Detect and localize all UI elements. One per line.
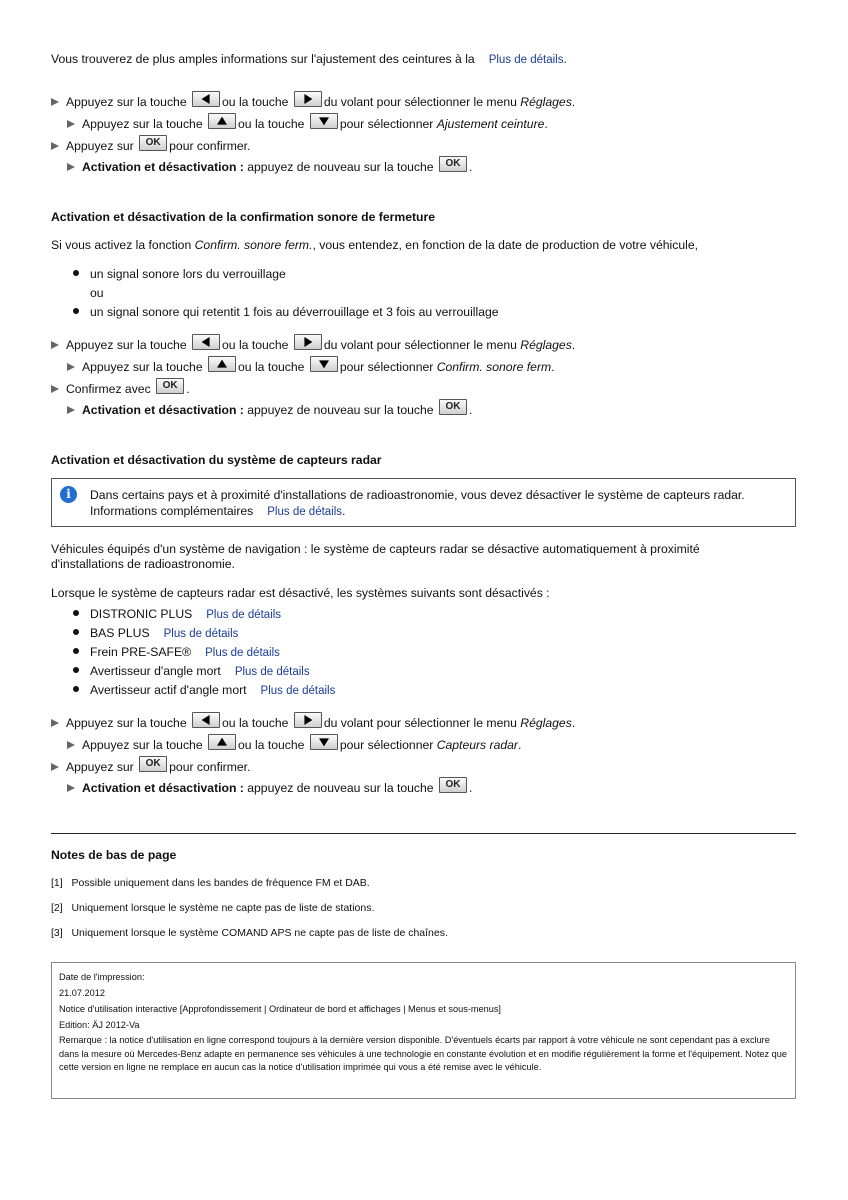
para-text: Si vous activez la fonction <box>51 238 192 252</box>
info-text: Informations complémentaires <box>90 504 254 518</box>
left-arrow-key[interactable] <box>192 334 220 350</box>
step-confirm <box>51 135 250 154</box>
step-arrow-icon <box>67 741 75 749</box>
step-arrow-icon <box>51 98 59 106</box>
step-text: Appuyez sur la touche <box>82 360 203 374</box>
down-triangle-icon <box>319 738 329 746</box>
ok-key-label: OK <box>145 137 161 148</box>
section-heading: Activation et désactivation du système de capteurs radar <box>51 453 382 467</box>
step-arrow-icon <box>67 120 75 128</box>
down-arrow-key[interactable] <box>310 113 338 129</box>
down-arrow-key[interactable] <box>310 734 338 750</box>
step-text: ou la touche <box>238 117 305 131</box>
step-text: pour sélectionner <box>339 360 434 374</box>
step-text: appuyez de nouveau sur la touche <box>247 160 434 174</box>
step-select-menu <box>51 91 575 110</box>
step-text: appuyez de nouveau sur la touche <box>247 781 434 795</box>
right-arrow-key[interactable] <box>294 91 322 107</box>
menu-item-name: Ajustement ceinture <box>436 117 545 131</box>
up-arrow-key[interactable] <box>208 356 236 372</box>
ok-key[interactable] <box>156 378 184 394</box>
step-text: ou la touche <box>222 95 289 109</box>
step-bold-label: Activation et désactivation : <box>82 781 244 795</box>
list-item <box>73 305 499 320</box>
up-arrow-key[interactable] <box>208 113 236 129</box>
up-arrow-key[interactable] <box>208 734 236 750</box>
step-text: Confirmez avec <box>66 382 151 396</box>
section-paragraph: d'installations de radioastronomie. <box>51 557 235 571</box>
info-icon: i <box>60 486 77 503</box>
step-confirm <box>51 756 250 775</box>
step-end: . <box>468 781 473 795</box>
down-arrow-key[interactable] <box>310 356 338 372</box>
print-notice: Notice d'utilisation interactive [Approfondissement | Ordinateur de bord et affichages | Menus et sous-menus] <box>59 1004 501 1014</box>
step-arrow-icon <box>51 142 59 150</box>
left-triangle-icon <box>202 94 210 104</box>
list-item <box>73 267 286 282</box>
down-triangle-icon <box>319 360 329 368</box>
step-bold-label: Activation et désactivation : <box>82 160 244 174</box>
para-text: , vous entendez, en fonction de la date de production de votre véhicule, <box>312 238 699 252</box>
menu-item-name: Capteurs radar <box>436 738 518 752</box>
divider <box>51 833 796 834</box>
footnote-text: Uniquement lorsque le système ne capte pas de liste de stations. <box>71 902 375 914</box>
step-text: Appuyez sur <box>66 139 134 153</box>
step-text: ou la touche <box>222 338 289 352</box>
bullet-icon <box>73 629 79 635</box>
menu-name: Réglages <box>520 338 572 352</box>
right-triangle-icon <box>304 715 312 725</box>
step-toggle <box>67 399 472 418</box>
step-text: ou la touche <box>238 360 305 374</box>
ok-key-label: OK <box>145 758 161 769</box>
details-link[interactable]: Plus de détails <box>267 506 343 518</box>
bullet-icon <box>73 308 79 314</box>
bullet-icon <box>73 686 79 692</box>
details-link[interactable]: Plus de détails <box>163 628 239 640</box>
info-line <box>90 504 345 520</box>
list-item <box>73 626 238 642</box>
print-date: 21.07.2012 <box>59 988 105 998</box>
step-text: pour confirmer. <box>169 139 251 153</box>
step-arrow-icon <box>51 719 59 727</box>
step-arrow-icon <box>51 385 59 393</box>
step-end: . <box>518 738 522 752</box>
menu-name: Réglages <box>520 716 572 730</box>
info-line: Dans certains pays et à proximité d'installations de radioastronomie, vous devez désactiver le système de capteurs radar. <box>90 488 745 502</box>
left-arrow-key[interactable] <box>192 91 220 107</box>
footnote-number: [1] <box>51 877 63 889</box>
list-item <box>73 683 335 699</box>
right-arrow-key[interactable] <box>294 334 322 350</box>
footnote-text: Possible uniquement dans les bandes de fréquence FM et DAB. <box>71 877 370 889</box>
step-bold-label: Activation et désactivation : <box>82 403 244 417</box>
step-text: du volant pour sélectionner le menu <box>323 338 517 352</box>
step-text: pour sélectionner <box>339 738 434 752</box>
step-arrow-icon <box>67 406 75 414</box>
details-link[interactable]: Plus de détails <box>206 609 282 621</box>
up-triangle-icon <box>217 738 227 746</box>
list-item-text: un signal sonore lors du verrouillage <box>90 267 286 281</box>
ok-key-label: OK <box>162 380 178 391</box>
details-link[interactable]: Plus de détails <box>488 54 564 66</box>
step-end: . <box>551 360 555 374</box>
up-triangle-icon <box>217 117 227 125</box>
step-select-item <box>67 113 548 132</box>
intro-paragraph <box>51 52 567 68</box>
ok-key[interactable] <box>439 399 467 415</box>
list-item <box>73 664 310 680</box>
step-text: du volant pour sélectionner le menu <box>323 716 517 730</box>
step-text: appuyez de nouveau sur la touche <box>247 403 434 417</box>
ok-key-label: OK <box>445 401 461 412</box>
step-arrow-icon <box>51 341 59 349</box>
step-text: Appuyez sur la touche <box>82 117 203 131</box>
step-select-menu <box>51 712 575 731</box>
step-select-menu <box>51 334 575 353</box>
ok-key-label: OK <box>445 779 461 790</box>
step-end: . <box>571 338 576 352</box>
section-paragraph: Lorsque le système de capteurs radar est désactivé, les systèmes suivants sont désactivés : <box>51 586 550 600</box>
info-end: . <box>342 504 346 518</box>
footnote <box>51 877 370 890</box>
print-remark: Remarque : la notice d'utilisation en ligne correspond toujours à la dernière version disponible. D'éventuels écarts par rapport à votre véhicule ne sont cependant pas à exclure dans la mesure où Mercedes-Benz adapte en permanence ses véhicules à une technologie en constante évolution et en modifie régulièrement la forme et l'équipement. Notez que cette version en ligne ne remplace en aucun cas la notice d'utilisation imprimée qui vous a été remise avec le véhicule. <box>59 1035 788 1072</box>
details-link[interactable]: Plus de détails <box>260 685 336 697</box>
system-name: BAS PLUS <box>90 626 150 640</box>
footnote <box>51 902 374 915</box>
menu-name: Réglages <box>520 95 572 109</box>
system-name: DISTRONIC PLUS <box>90 607 193 621</box>
intro-end: . <box>563 52 567 66</box>
section-paragraph: Véhicules équipés d'un système de navigation : le système de capteurs radar se désactive automatiquement à proximité <box>51 542 700 556</box>
menu-item-name: Confirm. sonore ferm <box>436 360 552 374</box>
footnote-number: [2] <box>51 902 63 914</box>
step-end: . <box>544 117 548 131</box>
step-end: . <box>468 160 473 174</box>
down-triangle-icon <box>319 117 329 125</box>
left-arrow-key[interactable] <box>192 712 220 728</box>
step-arrow-icon <box>51 763 59 771</box>
step-text: Appuyez sur la touche <box>82 738 203 752</box>
step-arrow-icon <box>67 163 75 171</box>
footnote-number: [3] <box>51 927 63 939</box>
bullet-icon <box>73 270 79 276</box>
print-edition: Edition: ÄJ 2012-Va <box>59 1020 140 1030</box>
system-name: Avertisseur actif d'angle mort <box>90 683 247 697</box>
step-select-item <box>67 734 521 753</box>
step-text: ou la touche <box>222 716 289 730</box>
ok-key[interactable] <box>439 777 467 793</box>
step-end: . <box>571 95 576 109</box>
ok-key[interactable] <box>439 156 467 172</box>
step-select-item <box>67 356 555 375</box>
step-arrow-icon <box>67 784 75 792</box>
details-link[interactable]: Plus de détails <box>205 647 280 659</box>
section-heading: Activation et désactivation de la confirmation sonore de fermeture <box>51 210 435 224</box>
step-toggle <box>67 156 472 175</box>
right-triangle-icon <box>304 94 312 104</box>
system-name: Avertisseur d'angle mort <box>90 664 221 678</box>
step-text: ou la touche <box>238 738 305 752</box>
list-item <box>73 645 280 661</box>
step-text: pour sélectionner <box>339 117 434 131</box>
step-text: pour confirmer. <box>169 760 251 774</box>
step-end: . <box>468 403 473 417</box>
left-triangle-icon <box>202 715 210 725</box>
footnote <box>51 927 448 940</box>
left-triangle-icon <box>202 337 210 347</box>
info-box <box>51 478 796 527</box>
step-confirm <box>51 378 189 397</box>
step-text: Appuyez sur <box>66 760 134 774</box>
list-item-text: un signal sonore qui retentit 1 fois au déverrouillage et 3 fois au verrouillage <box>90 305 499 319</box>
system-name: Frein PRE-SAFE® <box>90 645 192 659</box>
or-text: ou <box>90 286 104 300</box>
print-date-label: Date de l'impression: <box>59 972 145 982</box>
right-triangle-icon <box>304 337 312 347</box>
section-paragraph <box>51 238 698 253</box>
step-end: . <box>186 382 190 396</box>
ok-key[interactable] <box>139 135 167 151</box>
bullet-icon <box>73 610 79 616</box>
print-info-box <box>51 962 796 1099</box>
step-text: Appuyez sur la touche <box>66 95 187 109</box>
right-arrow-key[interactable] <box>294 712 322 728</box>
footnotes-heading: Notes de bas de page <box>51 848 177 862</box>
step-arrow-icon <box>67 363 75 371</box>
step-toggle <box>67 777 472 796</box>
list-item <box>73 607 281 623</box>
up-triangle-icon <box>217 360 227 368</box>
step-text: du volant pour sélectionner le menu <box>323 95 517 109</box>
bullet-icon <box>73 667 79 673</box>
ok-key-label: OK <box>445 158 461 169</box>
function-name: Confirm. sonore ferm. <box>194 238 313 252</box>
step-text: Appuyez sur la touche <box>66 716 187 730</box>
step-end: . <box>571 716 576 730</box>
details-link[interactable]: Plus de détails <box>234 666 310 678</box>
step-text: Appuyez sur la touche <box>66 338 187 352</box>
bullet-icon <box>73 648 79 654</box>
footnote-text: Uniquement lorsque le système COMAND APS ne capte pas de liste de chaînes. <box>71 927 448 939</box>
ok-key[interactable] <box>139 756 167 772</box>
intro-text: Vous trouverez de plus amples informations sur l'ajustement des ceintures à la <box>51 52 475 66</box>
